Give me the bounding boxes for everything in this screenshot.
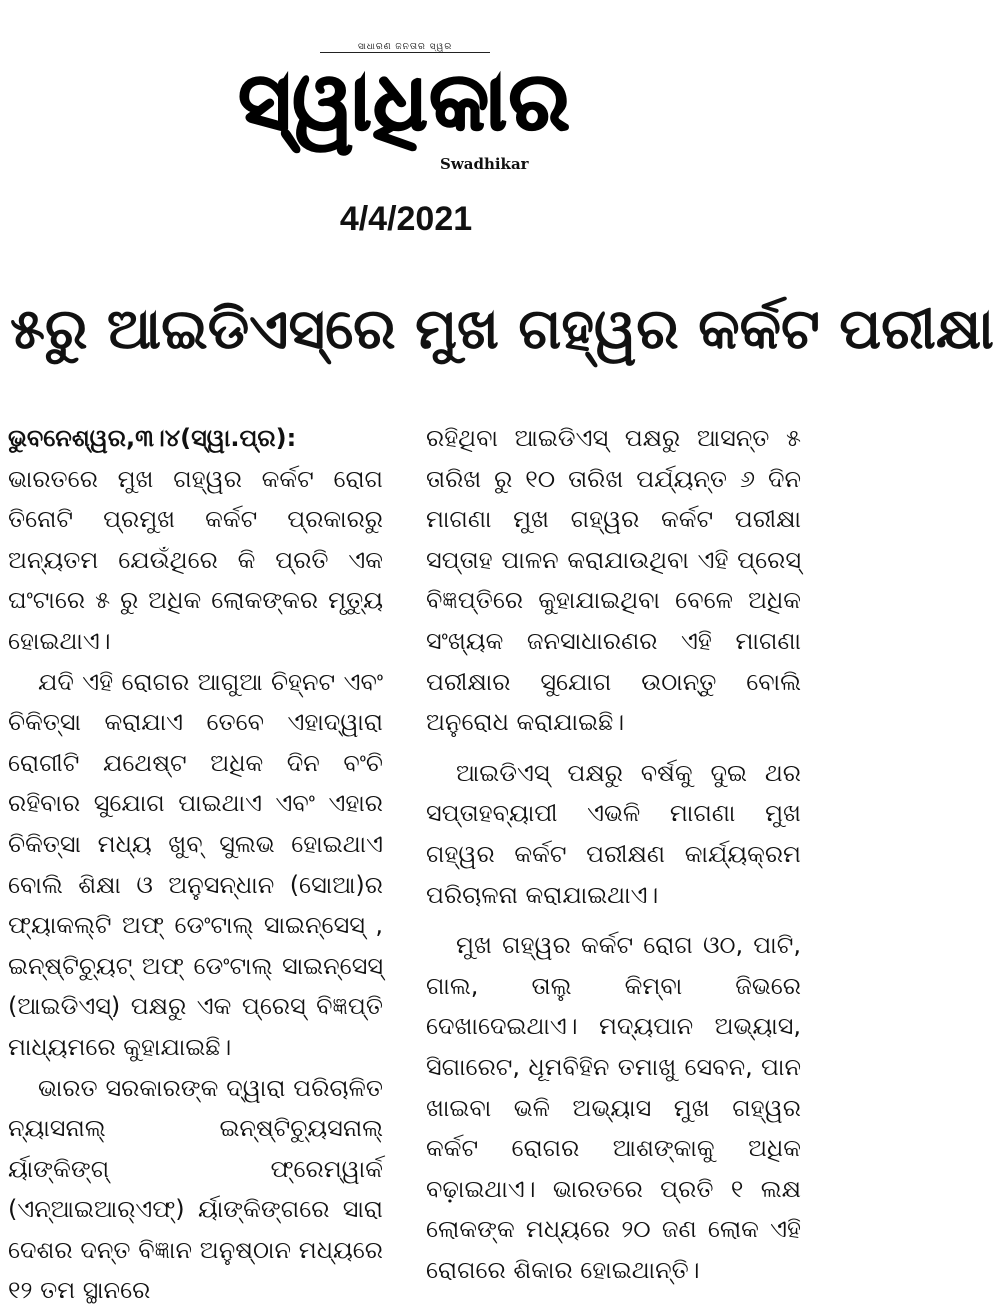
article-headline: ୫ରୁ ଆଇଡିଏସ୍‌ରେ ମୁଖ ଗହ୍ୱର କର୍କଟ ପରୀକ୍ଷା [10,272,802,387]
article-paragraph: ଆଇଡିଏସ୍ ପକ୍ଷରୁ ବର୍ଷକୁ ଦୁଇ ଥର ସପ୍ତାହବ୍ୟାପୀ ଏଭଳି ମାଗଣା ମୁଖ ଗହ୍ୱର କର୍କଟ ପରୀକ୍ଷଣ କାର୍ଯ୍ୟକ୍ରମ ପରିଚାଳନା କରାଯାଇଥାଏ। [426,753,801,915]
newspaper-logo: ସ୍ୱାଧିକାର [225,52,585,152]
article-column-right [426,418,801,1290]
article-paragraph: ଯଦି ଏହି ରୋଗର ଆଗୁଆ ଚିହ୍ନଟ ଏବଂ ଚିକିତ୍ସା କରାଯାଏ ତେବେ ଏହାଦ୍ୱାରା ରୋଗୀଟି ଯଥେଷ୍ଟ ଅଧିକ ଦିନ ବଂଚି ରହିବାର ସୁଯୋଗ ପାଇଥାଏ ଏବଂ ଏହାର ଚିକିତ୍ସା ମଧ୍ୟ ଖୁବ୍ ସୁଲଭ ହୋଇଥାଏ ବୋଲି ଶିକ୍ଷା ଓ ଅନୁସନ୍ଧାନ (ସୋଆ)ର ଫ୍ୟାକଲ୍ଟି ଅଫ୍ ଡେଂଟାଲ୍ ସାଇନ୍‌ସେସ୍ , ଇନ୍‌ଷ୍ଟିଚ୍ୟୁଟ୍ ଅଫ୍ ଡେଂଟାଲ୍ ସାଇନ୍‌ସେସ୍ (ଆଇଡିଏସ୍) ପକ୍ଷରୁ ଏକ ପ୍ରେସ୍ ବିଜ୍ଞପ୍ତି ମାଧ୍ୟମରେ କୁହାଯାଇଛି। [8,662,383,1068]
newspaper-name-latin: Swadhikar [440,155,529,173]
masthead [0,0,812,190]
article-paragraph: ଭାରତ ସରକାରଙ୍କ ଦ୍ୱାରା ପରିଚାଳିତ ନ୍ୟାସନାଲ୍ ଇନ୍‌ଷ୍ଟିଚ୍ୟୁସନାଲ୍ ର୍ୟାଙ୍କିଙ୍ଗ୍ ଫ୍ରେମ୍‌ୱାର୍କ (ଏନ୍‌ଆଇଆର୍‌ଏଫ୍) ର୍ୟାଙ୍କିଙ୍ଗରେ ସାରା ଦେଶର ଦନ୍ତ ବିଜ୍ଞାନ ଅନୁଷ୍ଠାନ ମଧ୍ୟରେ ୧୨ ତମ ସ୍ଥାନରେ [8,1068,383,1311]
article-paragraph: ଭାରତରେ ମୁଖ ଗହ୍ୱର କର୍କଟ ରୋଗ ତିନୋଟି ପ୍ରମୁଖ କର୍କଟ ପ୍ରକାରରୁ ଅନ୍ୟତମ ଯେଉଁଥିରେ କି ପ୍ରତି ଏକ ଘଂଟାରେ ୫ ରୁ ଅଧିକ ଲୋକଙ୍କର ମୃତ୍ୟୁ ହୋଇଥାଏ। [8,459,383,662]
article-paragraph: ମୁଖ ଗହ୍ୱର କର୍କଟ ରୋଗ ଓଠ, ପାଟି, ଗାଲ, ତାଲୁ କିମ୍ବା ଜିଭରେ ଦେଖାଦେଇଥାଏ। ମଦ୍ୟପାନ ଅଭ୍ୟାସ, ସିଗାରେଟ, ଧୂମବିହିନ ତମାଖୁ ସେବନ, ପାନ ଖାଇବା ଭଳି ଅଭ୍ୟାସ ମୁଖ ଗହ୍ୱର କର୍କଟ ରୋଗର ଆଶଙ୍କାକୁ ଅଧିକ ବଢ଼ାଇଥାଏ। ଭାରତରେ ପ୍ରତି ୧ ଲକ୍ଷ ଲୋକଙ୍କ ମଧ୍ୟରେ ୨୦ ଜଣ ଲୋକ ଏହି ରୋଗରେ ଶିକାର ହୋଇଥାନ୍ତି। [426,925,801,1290]
article-dateline: ଭୁବନେଶ୍ୱର,୩।୪(ସ୍ୱା.ପ୍ର): [8,418,383,459]
publication-date: 4/4/2021 [0,200,812,239]
masthead-tagline: ସାଧାରଣ ଜନତାର ସ୍ୱର [320,42,490,53]
article-column-left [8,418,383,1311]
article-paragraph: ରହିଥିବା ଆଇଡିଏସ୍ ପକ୍ଷରୁ ଆସନ୍ତ ୫ ତାରିଖ ରୁ ୧୦ ତାରିଖ ପର୍ଯ୍ୟନ୍ତ ୬ ଦିନ ମାଗଣା ମୁଖ ଗହ୍ୱର କର୍କଟ ପରୀକ୍ଷା ସପ୍ତାହ ପାଳନ କରାଯାଉଥିବା ଏହି ପ୍ରେସ୍ ବିଜ୍ଞପ୍ତିରେ କୁହାଯାଇଥିବା ବେଳେ ଅଧିକ ସଂଖ୍ୟକ ଜନସାଧାରଣର ଏହି ମାଗଣା ପରୀକ୍ଷାର ସୁଯୋଗ ଉଠାନ୍ତୁ ବୋଲି ଅନୁରୋଧ କରାଯାଇଛି। [426,418,801,743]
